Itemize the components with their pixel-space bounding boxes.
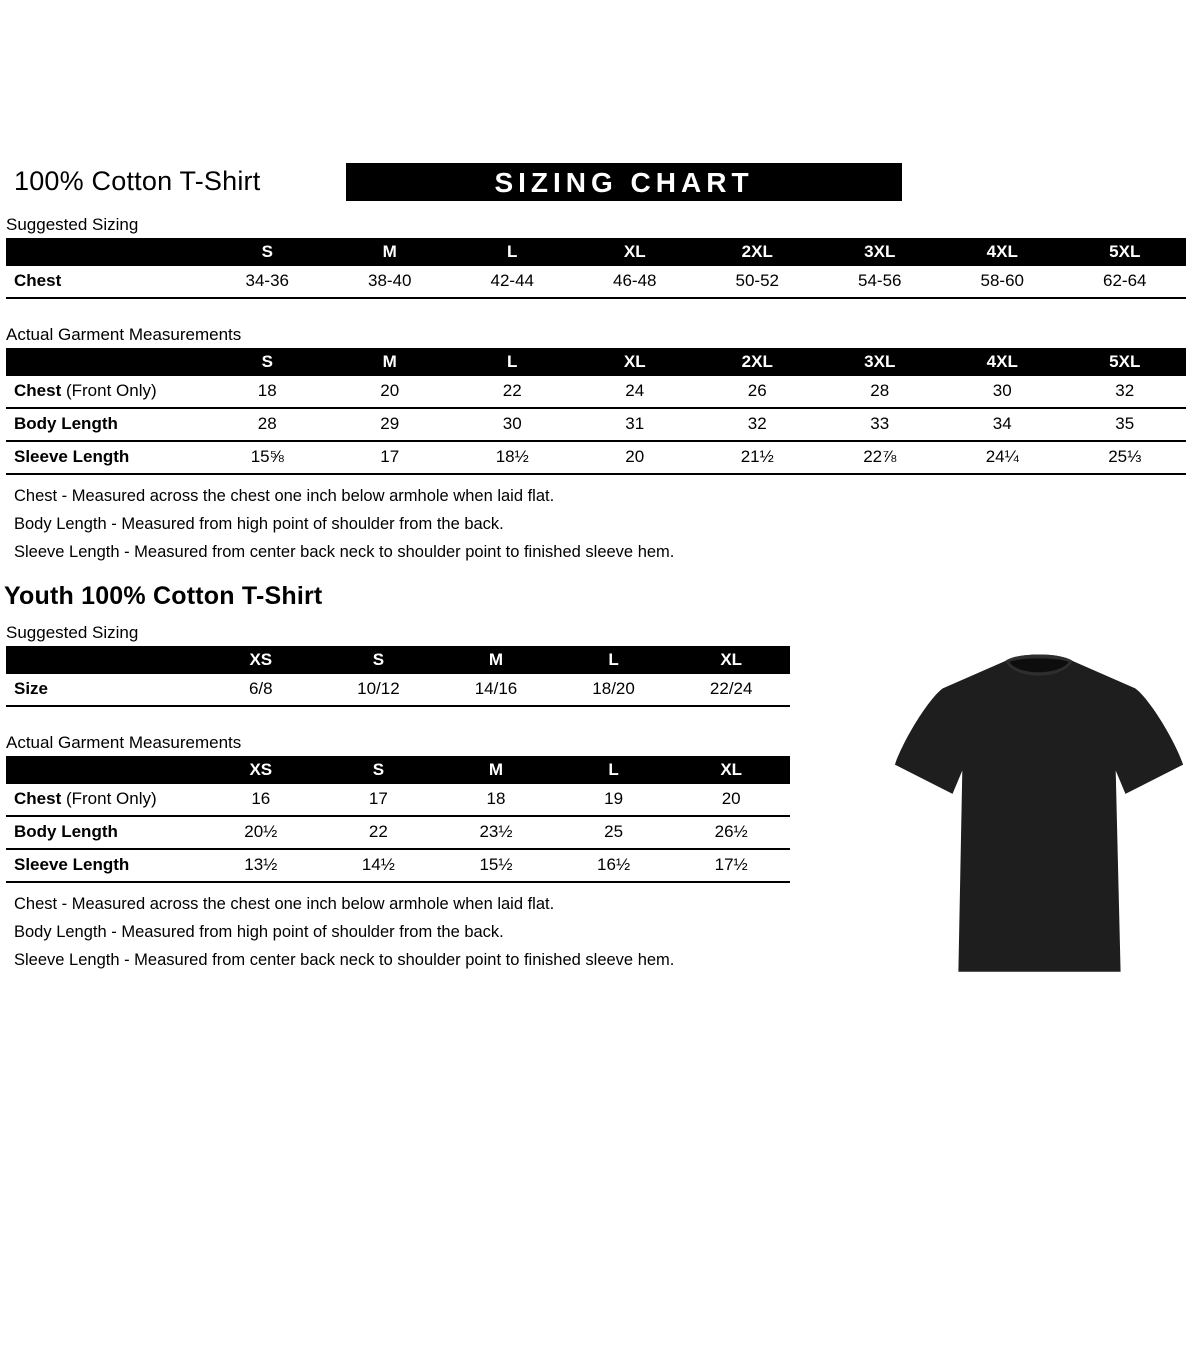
row-label: [6, 849, 202, 882]
table-cell: 62-64: [1064, 266, 1187, 298]
sleeve-length-row: [6, 441, 1186, 474]
size-column-header: 5XL: [1064, 238, 1187, 266]
corner-cell: [6, 348, 206, 376]
table-cell: 19: [555, 784, 673, 816]
size-column-header: 4XL: [941, 348, 1064, 376]
chest-front-only-row: [6, 784, 790, 816]
size-column-header: M: [329, 348, 452, 376]
row-label-size: Size: [6, 674, 202, 706]
table-cell: 21½: [696, 441, 819, 474]
table-cell: 30: [941, 376, 1064, 408]
table-cell: 58-60: [941, 266, 1064, 298]
table-cell: 42-44: [451, 266, 574, 298]
size-column-header: S: [206, 348, 329, 376]
table-cell: 6/8: [202, 674, 320, 706]
corner-cell: [6, 238, 206, 266]
table-cell: 28: [819, 376, 942, 408]
row-label-sub: (Front Only): [61, 381, 157, 400]
table-cell: 29: [329, 408, 452, 441]
table-cell: 22⅞: [819, 441, 942, 474]
table-cell: 24¼: [941, 441, 1064, 474]
table-cell: 22/24: [672, 674, 790, 706]
adult-actual-measurements-table: [6, 348, 1186, 475]
table-cell: 31: [574, 408, 697, 441]
size-column-header: 2XL: [696, 238, 819, 266]
chest-front-only-row: [6, 376, 1186, 408]
size-column-header: 4XL: [941, 238, 1064, 266]
table-cell: 20½: [202, 816, 320, 849]
table-cell: 15½: [437, 849, 555, 882]
table-cell: 25⅓: [1064, 441, 1187, 474]
table-cell: 38-40: [329, 266, 452, 298]
adult-suggested-sizing-table: [6, 238, 1186, 299]
youth-section-title: Youth 100% Cotton T-Shirt: [4, 582, 323, 610]
table-cell: 14/16: [437, 674, 555, 706]
size-column-header: XS: [202, 646, 320, 674]
table-cell: 46-48: [574, 266, 697, 298]
body-length-row: [6, 816, 790, 849]
measurement-note-chest: Chest - Measured across the chest one inch below armhole when laid flat.: [14, 487, 555, 505]
measurement-note-sleeve-length: Sleeve Length - Measured from center back neck to shoulder point to finished sleeve hem.: [14, 543, 675, 561]
table-cell: 17: [320, 784, 438, 816]
size-header-row: [6, 646, 790, 674]
adult-measurement-notes: [14, 487, 1200, 562]
table-cell: 33: [819, 408, 942, 441]
table-cell: 18/20: [555, 674, 673, 706]
size-header-row: [6, 756, 790, 784]
size-column-header: L: [555, 756, 673, 784]
row-label-main: Body Length: [14, 822, 118, 841]
table-cell: 20: [574, 441, 697, 474]
black-tshirt-image: [890, 645, 1188, 978]
row-label: [6, 784, 202, 816]
size-column-header: XL: [574, 238, 697, 266]
body-length-row: [6, 408, 1186, 441]
table-cell: 10/12: [320, 674, 438, 706]
table-cell: 28: [206, 408, 329, 441]
table-cell: 34-36: [206, 266, 329, 298]
measurement-note-body-length: Body Length - Measured from high point of shoulder from the back.: [14, 515, 504, 533]
header: [0, 163, 1200, 209]
measurement-note-chest: Chest - Measured across the chest one inch below armhole when laid flat.: [14, 895, 555, 913]
size-column-header: XS: [202, 756, 320, 784]
table-cell: 22: [320, 816, 438, 849]
sizing-chart-page: [0, 163, 1200, 970]
table-cell: 32: [1064, 376, 1187, 408]
table-cell: 16½: [555, 849, 673, 882]
size-row: [6, 674, 790, 706]
table-cell: 24: [574, 376, 697, 408]
size-column-header: M: [329, 238, 452, 266]
size-column-header: S: [206, 238, 329, 266]
size-column-header: XL: [672, 756, 790, 784]
size-column-header: L: [555, 646, 673, 674]
table-cell: 23½: [437, 816, 555, 849]
youth-suggested-sizing-label: Suggested Sizing: [6, 623, 139, 642]
row-label-sub: (Front Only): [61, 789, 157, 808]
row-label: [6, 376, 206, 408]
table-cell: 22: [451, 376, 574, 408]
size-column-header: 5XL: [1064, 348, 1187, 376]
size-column-header: M: [437, 756, 555, 784]
table-cell: 32: [696, 408, 819, 441]
table-cell: 30: [451, 408, 574, 441]
row-label-main: Body Length: [14, 414, 118, 433]
size-column-header: XL: [574, 348, 697, 376]
measurement-note-sleeve-length: Sleeve Length - Measured from center back neck to shoulder point to finished sleeve hem.: [14, 951, 675, 969]
table-cell: 20: [329, 376, 452, 408]
table-cell: 50-52: [696, 266, 819, 298]
table-cell: 34: [941, 408, 1064, 441]
table-cell: 25: [555, 816, 673, 849]
table-cell: 18: [206, 376, 329, 408]
table-cell: 15⅝: [206, 441, 329, 474]
size-column-header: L: [451, 238, 574, 266]
adult-suggested-sizing-label: Suggested Sizing: [6, 215, 139, 234]
chest-row: [6, 266, 1186, 298]
table-cell: 18: [437, 784, 555, 816]
table-cell: 26: [696, 376, 819, 408]
page-title: 100% Cotton T-Shirt: [14, 166, 261, 196]
row-label: [6, 816, 202, 849]
size-column-header: S: [320, 646, 438, 674]
row-label-main: Chest: [14, 789, 62, 808]
tshirt-body-shape: [895, 654, 1183, 971]
corner-cell: [6, 756, 202, 784]
size-column-header: L: [451, 348, 574, 376]
adult-actual-measurements-label: Actual Garment Measurements: [6, 325, 242, 344]
sleeve-length-row: [6, 849, 790, 882]
row-label: [6, 408, 206, 441]
row-label-main: Chest: [14, 381, 62, 400]
youth-actual-measurements-table: [6, 756, 790, 883]
size-column-header: S: [320, 756, 438, 784]
size-header-row: [6, 348, 1186, 376]
table-cell: 20: [672, 784, 790, 816]
tshirt-graphic: [890, 645, 1188, 978]
row-label-main: Sleeve Length: [14, 855, 130, 874]
table-cell: 14½: [320, 849, 438, 882]
row-label-main: Sleeve Length: [14, 447, 130, 466]
table-cell: 26½: [672, 816, 790, 849]
table-cell: 18½: [451, 441, 574, 474]
table-cell: 17½: [672, 849, 790, 882]
table-cell: 17: [329, 441, 452, 474]
table-cell: 54-56: [819, 266, 942, 298]
row-label-chest: Chest: [6, 266, 206, 298]
table-cell: 13½: [202, 849, 320, 882]
size-column-header: 2XL: [696, 348, 819, 376]
corner-cell: [6, 646, 202, 674]
size-column-header: XL: [672, 646, 790, 674]
measurement-note-body-length: Body Length - Measured from high point of shoulder from the back.: [14, 923, 504, 941]
youth-suggested-sizing-table: [6, 646, 790, 707]
size-column-header: 3XL: [819, 348, 942, 376]
size-column-header: M: [437, 646, 555, 674]
row-label: [6, 441, 206, 474]
size-header-row: [6, 238, 1186, 266]
sizing-chart-banner: SIZING CHART: [346, 163, 902, 201]
table-cell: 35: [1064, 408, 1187, 441]
table-cell: 16: [202, 784, 320, 816]
size-column-header: 3XL: [819, 238, 942, 266]
youth-actual-measurements-label: Actual Garment Measurements: [6, 733, 242, 752]
